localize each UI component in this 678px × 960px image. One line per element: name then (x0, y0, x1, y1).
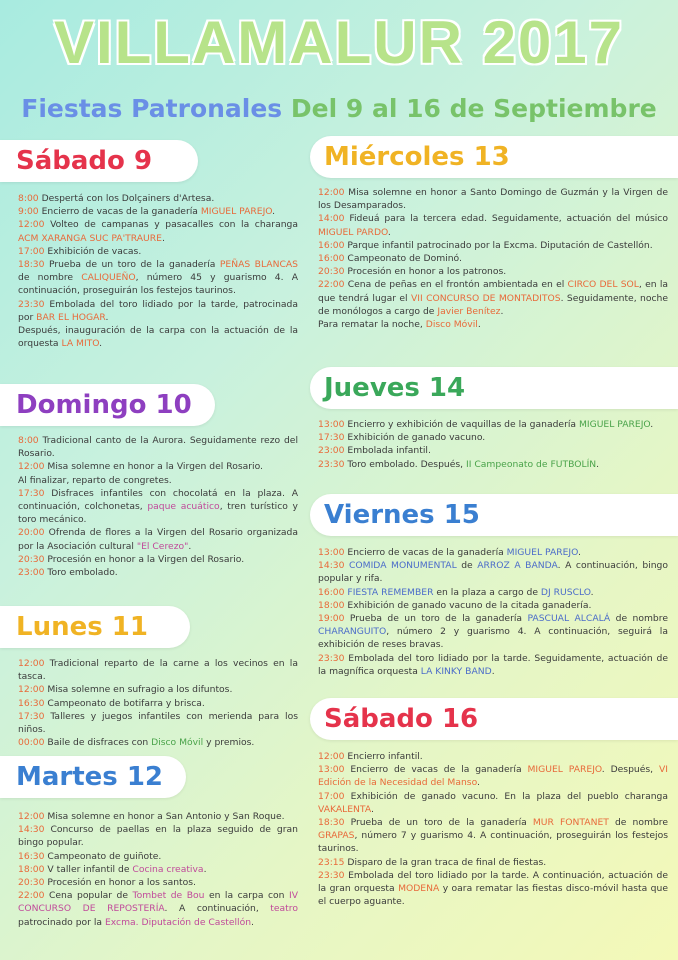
event-item (18, 218, 298, 244)
event-text: Exhibición de ganado vacuno. En la plaza del pueblo charanga (350, 790, 669, 802)
event-item (18, 876, 298, 889)
event-item (318, 418, 668, 431)
event-item (18, 324, 298, 350)
event-item (318, 856, 668, 869)
event-time: 12:00 (18, 658, 50, 669)
event-highlight: MUR FONTANET (532, 817, 609, 829)
event-item (318, 318, 668, 331)
events-sabado-9 (0, 186, 306, 350)
event-item (18, 566, 298, 579)
event-time: 18:30 (18, 259, 49, 271)
event-time: 20:00 (18, 527, 49, 539)
event-time: 17:30 (18, 710, 51, 722)
event-time: 19:00 (318, 613, 350, 625)
event-text: Embolada del toro lidiado por la tarde, patrocinada por (18, 298, 298, 323)
event-item (318, 239, 668, 252)
subtitle-fiestas: Fiestas Patronales (21, 94, 283, 123)
event-highlight: MIGUEL PAREJO (578, 419, 651, 430)
event-item (318, 458, 668, 471)
event-text: . (272, 206, 276, 218)
event-item (18, 823, 298, 849)
event-text: . (477, 319, 481, 331)
event-highlight: teatro (270, 903, 298, 915)
event-time: 9:00 (18, 206, 42, 218)
event-item (18, 298, 298, 324)
event-item (18, 736, 298, 749)
event-highlight: ARROZ A BANDA (477, 560, 558, 572)
event-text: Concurso de paellas en la plaza seguido de gran bingo popular. (18, 824, 298, 849)
event-time: 18:30 (318, 817, 351, 829)
event-item (18, 889, 298, 929)
day-martes-12 (0, 756, 186, 798)
event-text: y oara rematar las fiestas disco-móvil hasta que el cuerpo aguante. (318, 883, 668, 908)
event-text: . Seguidamente, noche de monólogos a cargo de (318, 292, 668, 317)
event-text: Embolada del toro lidiado por la tarde. A continuación, actuación de la gran orquesta (318, 869, 668, 895)
day-heading: Domingo 10 (0, 384, 215, 426)
event-item (18, 810, 298, 823)
event-time: 23:15 (318, 856, 348, 868)
event-text: de nombre (18, 272, 82, 284)
event-text: patrocinado por la (18, 916, 105, 928)
events-miercoles-13 (310, 180, 676, 331)
event-time: 16:30 (18, 697, 48, 709)
event-text: Despertá con los Dolçainers d'Artesa. (41, 193, 215, 204)
event-item (18, 192, 298, 205)
event-text: Al finalizar, reparto de congretes. (18, 474, 172, 486)
event-item (18, 487, 298, 527)
event-item (18, 434, 298, 460)
event-text: . A continuación, (164, 903, 271, 915)
event-highlight: FIESTA REMEMBER (347, 586, 434, 598)
event-item (318, 790, 668, 816)
event-highlight: Disco Móvil (425, 319, 478, 331)
event-highlight: PEÑAS BLANCAS (219, 259, 298, 271)
event-time: 13:00 (318, 764, 351, 776)
poster-title: VILLAMALUR 2017 (53, 9, 625, 76)
event-text: en la carpa con (204, 890, 289, 902)
event-item (18, 245, 298, 258)
event-text: Tradicional reparto de la carne a los vecinos en la tasca. (18, 658, 298, 683)
event-highlight: Javier Benítez (437, 305, 501, 317)
event-item (318, 586, 668, 599)
events-domingo-10 (0, 428, 306, 579)
day-heading: Jueves 14 (310, 367, 678, 409)
event-highlight: GRAPAS (318, 830, 355, 842)
event-text: Exhibición de ganado vacuno de la citada ganadería. (347, 599, 592, 611)
event-item (318, 278, 668, 318)
event-text: . (161, 232, 165, 244)
day-sabado-9 (0, 140, 198, 182)
event-highlight: II Campeonato de FUTBOLÍN (466, 458, 597, 470)
event-highlight: PASCUAL ALCALÁ (527, 613, 611, 625)
event-text: Toro embolado. (47, 567, 118, 579)
event-highlight: paque acuático (147, 501, 220, 513)
event-text: Disparo de la gran traca de final de fiestas. (347, 856, 547, 868)
event-time: 16:00 (318, 586, 348, 598)
event-highlight: LA KINKY BAND (420, 665, 492, 677)
event-time: 23:30 (318, 869, 349, 881)
event-text: . (491, 665, 495, 677)
event-text: Ofrenda de flores a la Virgen del Rosario organizada por la Asociación cultural (18, 527, 298, 552)
event-text: . (188, 540, 192, 552)
event-text: . (477, 777, 480, 789)
event-text: . (99, 338, 103, 350)
event-item (318, 212, 668, 238)
event-item (18, 474, 298, 487)
event-highlight: MIGUEL PARDO (318, 226, 388, 238)
event-time: 12:00 (18, 811, 48, 822)
event-text: , tren turístico y toro mecánico. (18, 501, 298, 526)
event-time: 00:00 (18, 737, 48, 749)
event-item (318, 431, 668, 444)
poster-subtitle (0, 94, 678, 123)
event-item (18, 460, 298, 473)
event-text: Talleres y juegos infantiles con merienda para los niños. (18, 710, 298, 736)
event-time: 16:00 (318, 253, 348, 265)
event-text: . A continuación, bingo popular y rifa. (318, 560, 668, 585)
event-time: 20:30 (18, 553, 48, 565)
event-item (318, 559, 668, 585)
event-text: en la plaza a cargo de (433, 586, 541, 598)
day-jueves-14 (310, 367, 678, 409)
event-text: de nombre (610, 613, 668, 625)
event-text: Después, inauguración de la carpa con la actuación de la orquesta (18, 325, 298, 350)
event-text: . (251, 916, 254, 928)
event-text: Encierro infantil. (347, 751, 423, 762)
event-text: . (500, 305, 504, 317)
event-time: 13:00 (318, 419, 348, 430)
event-highlight: IV CONCURSO DE REPOSTERÍA (18, 890, 298, 915)
event-item (318, 750, 668, 763)
event-text: Encierro y exhibición de vaquillas de la ganadería (347, 419, 579, 430)
event-text: . (596, 458, 600, 470)
event-highlight: VI Edición de la Necesidad del Manso (318, 764, 668, 789)
event-text: Embolada del toro lidiado por la tarde. Seguidamente, actuación de la magnífica orquesta (318, 652, 668, 677)
event-highlight: "El Cerezo" (136, 540, 189, 552)
event-text: Fideuá para la tercera edad. Seguidamente, actuación del músico (349, 213, 668, 225)
event-text: de (456, 560, 478, 572)
event-item (18, 553, 298, 566)
event-highlight: MIGUEL PAREJO (527, 764, 602, 776)
event-item (18, 863, 298, 876)
event-highlight: DJ RUSCLO (540, 586, 591, 598)
event-highlight: VAKALENTA (318, 803, 371, 815)
event-time: 18:00 (318, 599, 348, 611)
event-text: Tradicional canto de la Aurora. Seguidamente rezo del Rosario. (18, 435, 298, 460)
event-item (318, 612, 668, 652)
event-time: 20:30 (318, 266, 348, 278)
event-text: . (370, 803, 374, 815)
event-highlight: MIGUEL PAREJO (200, 206, 273, 218)
subtitle-dates: Del 9 al 16 de Septiembre (290, 94, 657, 123)
event-text: Encierro de vacas de la ganadería (41, 206, 201, 218)
event-text: Campeonato de Dominó. (347, 253, 462, 265)
day-heading: Sábado 9 (0, 140, 198, 182)
event-text: Cena popular de (48, 890, 133, 902)
event-text: . Después, (601, 764, 659, 776)
events-martes-12 (0, 804, 306, 929)
events-jueves-14 (310, 412, 676, 471)
day-miercoles-13 (310, 136, 678, 178)
event-time: 17:30 (318, 432, 348, 444)
event-text: , número 2 y guarismo 4. A continuación, seguirá la exhibición de reses bravas. (318, 626, 668, 651)
event-text: Misa solemne en honor a San Antonio y San Roque. (47, 811, 285, 822)
event-item (18, 205, 298, 218)
day-heading: Martes 12 (0, 756, 186, 798)
event-time: 13:00 (318, 547, 348, 558)
event-time: 17:30 (18, 487, 52, 499)
event-item (318, 816, 668, 856)
event-highlight: Excma. Diputación de Castellón (104, 916, 252, 928)
event-text: , número 45 y guarismo 4. A continuación, proseguirán los festejos taurinos. (18, 272, 299, 297)
day-heading: Viernes 15 (310, 494, 678, 536)
event-text: , número 7 y guarismo 4. A continuación, proseguirán los festejos taurinos. (318, 830, 668, 855)
day-heading: Sábado 16 (310, 698, 678, 740)
event-text: Misa solemne en sufragio a los difuntos. (47, 684, 233, 696)
event-time: 8:00 (18, 193, 42, 204)
event-text: Volteo de campanas y pasacalles con la charanga (50, 219, 298, 231)
event-time: 23:30 (318, 458, 348, 470)
event-item (318, 252, 668, 265)
event-time: 16:30 (18, 850, 48, 862)
event-text: , en la que tendrá lugar el (318, 279, 669, 304)
events-viernes-15 (310, 540, 676, 678)
event-time: 12:00 (318, 751, 348, 762)
event-text: Baile de disfraces con (47, 737, 152, 749)
event-text: Misa solemne en honor a Santo Domingo de Guzmán y la Virgen de los Desamparados. (318, 187, 668, 212)
event-text: Exhibición de vacas. (47, 245, 142, 257)
event-text: Procesión en honor a los santos. (47, 877, 196, 889)
event-text: Encierro de vacas de la ganadería (347, 547, 507, 558)
event-time: 23:30 (318, 652, 349, 664)
event-highlight: Disco Móvil (151, 737, 204, 749)
event-time: 12:00 (18, 219, 51, 231)
event-item (318, 265, 668, 278)
event-text: Parque infantil patrocinado por la Excma. Diputación de Castellón. (347, 239, 653, 251)
event-item (18, 657, 298, 683)
event-text: Exhibición de ganado vacuno. (347, 432, 486, 444)
event-item (318, 599, 668, 612)
event-time: 23:00 (318, 445, 348, 457)
event-time: 18:00 (18, 863, 48, 875)
event-time: 8:00 (18, 435, 43, 446)
event-text: Misa solemne en honor a la Virgen del Rosario. (47, 461, 263, 473)
event-text: Cena de peñas en el frontón ambientada en el (347, 279, 568, 291)
event-text: . (578, 547, 581, 558)
event-text: Campeonato de guiñote. (47, 850, 162, 862)
event-text: y premios. (203, 737, 255, 749)
event-item (318, 652, 668, 678)
event-text: . (650, 419, 654, 430)
event-item (18, 683, 298, 696)
event-time: 12:00 (318, 187, 349, 198)
event-item (18, 697, 298, 710)
event-highlight: CIRCO DEL SOL (567, 279, 639, 291)
event-time: 22:00 (318, 279, 348, 291)
day-domingo-10 (0, 384, 215, 426)
event-time: 23:00 (18, 567, 48, 579)
event-text: Procesión en honor a los patronos. (347, 266, 507, 278)
event-text: Embolada infantil. (347, 445, 431, 457)
event-item (18, 850, 298, 863)
events-lunes-11 (0, 651, 306, 749)
event-text: Para rematar la noche, (318, 319, 426, 331)
event-time: 22:00 (18, 890, 49, 902)
event-time: 17:00 (318, 790, 351, 802)
event-item (318, 444, 668, 457)
event-text: Encierro de vacas de la ganadería (350, 764, 528, 776)
event-item (318, 186, 668, 212)
event-time: 20:30 (18, 877, 48, 889)
event-text: Procesión en honor a la Virgen del Rosario. (47, 553, 245, 565)
event-text: . (105, 311, 109, 323)
event-text: V taller infantil de (47, 863, 133, 875)
event-time: 12:00 (18, 461, 48, 473)
event-item (318, 546, 668, 559)
event-highlight: MODENA (398, 883, 440, 895)
event-time: 23:30 (18, 298, 50, 310)
event-item (18, 710, 298, 736)
event-text: de nombre (608, 817, 668, 829)
event-item (18, 526, 298, 552)
event-text: Campeonato de botifarra y brisca. (47, 697, 205, 709)
event-time: 14:30 (318, 560, 350, 572)
event-highlight: VII CONCURSO DE MONTADITOS (411, 292, 561, 304)
event-text: . (590, 586, 594, 598)
event-item (18, 258, 298, 298)
event-text: Disfraces infantiles con chocolatá en la plaza. A continuación, colchonetas, (18, 487, 298, 513)
event-highlight: BAR EL HOGAR (36, 311, 106, 323)
event-text: Toro embolado. Después, (347, 458, 467, 470)
event-highlight: Cocina creativa (132, 863, 204, 875)
event-time: 16:00 (318, 239, 348, 251)
event-highlight: COMIDA MONUMENTAL (349, 560, 457, 572)
event-time: 14:30 (18, 824, 51, 836)
event-highlight: LA MITO (61, 338, 100, 350)
event-text: . (387, 226, 391, 238)
event-highlight: CALIQUEÑO (81, 272, 136, 284)
event-item (318, 869, 668, 909)
event-highlight: MIGUEL PAREJO (506, 547, 578, 558)
event-text: Prueba de un toro de la ganadería (349, 613, 528, 625)
event-text: . (203, 863, 207, 875)
event-time: 14:00 (318, 213, 350, 225)
day-heading: Miércoles 13 (310, 136, 678, 178)
day-viernes-15 (310, 494, 678, 536)
event-highlight: CHARANGUITO (318, 626, 387, 638)
event-text: Prueba de un toro de la ganadería (48, 259, 220, 271)
day-lunes-11 (0, 606, 190, 648)
event-item (318, 763, 668, 789)
event-text: Prueba de un toro de la ganadería (350, 817, 533, 829)
events-sabado-16 (310, 744, 676, 908)
event-time: 17:00 (18, 245, 48, 257)
event-highlight: Tombet de Bou (132, 890, 205, 902)
day-sabado-16 (310, 698, 678, 740)
day-heading: Lunes 11 (0, 606, 190, 648)
event-highlight: ACM XARANGA SUC PA'TRAURE (18, 232, 162, 244)
event-time: 12:00 (18, 684, 48, 696)
